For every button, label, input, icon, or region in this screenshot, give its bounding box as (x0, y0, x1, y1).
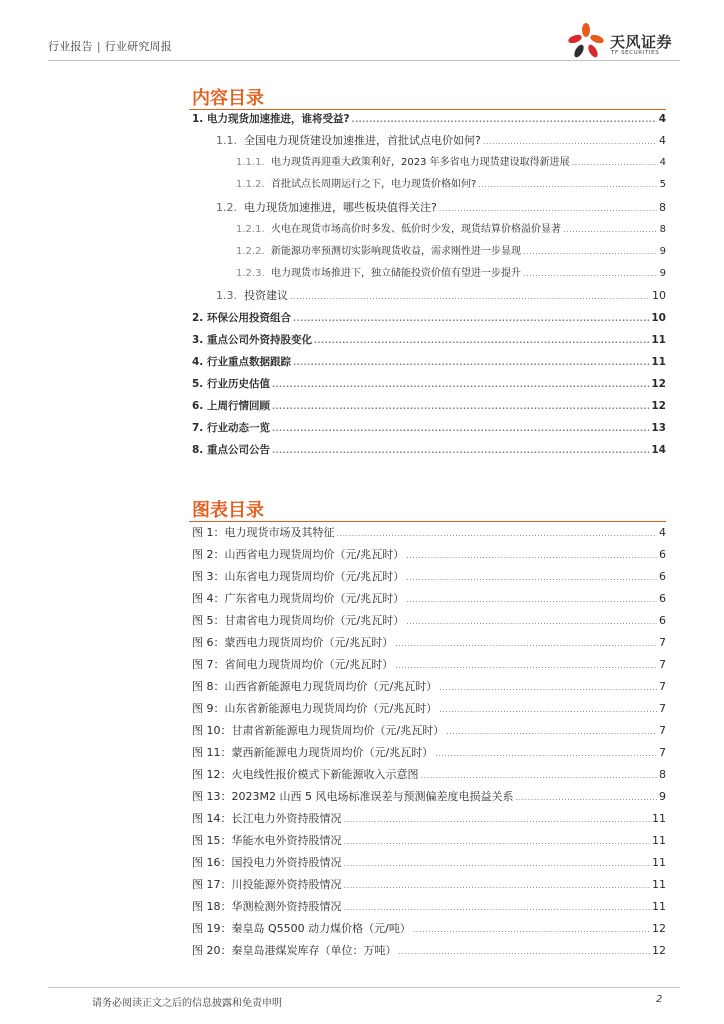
figure-item[interactable]: 图 12： 火电线性报价模式下新能源收入示意图 ..... 8 (192, 768, 666, 782)
figure-item[interactable]: 图 15： 华能水电外资持股情况 ..... 11 (192, 834, 666, 848)
toc-item-2[interactable]: 2. 环保公用投资组合 ..... 10 (192, 311, 666, 325)
contents-title: 内容目录 (192, 88, 264, 109)
toc-item-1-2-3[interactable]: 1.2.3. 电力现货市场推进下，独立储能投资价值有望进一步提升 ..... 9 (236, 267, 666, 281)
toc-item-1-2-1[interactable]: 1.2.1. 火电在现货市场高价时多发、低价时少发，现货结算价格溢价显著 ..... 8 (236, 223, 666, 237)
brand-name-en: TF SECURITIES (611, 50, 660, 56)
report-header (48, 38, 172, 54)
header-separator: | (96, 40, 101, 53)
figure-item[interactable]: 图 4： 广东省电力现货周均价（元/兆瓦时） ..... 6 (192, 592, 666, 606)
figures-title-rule (189, 521, 666, 522)
toc-item-8[interactable]: 8. 重点公司公告 ..... 14 (192, 443, 666, 457)
petal-logo-icon (566, 22, 608, 60)
figure-item[interactable]: 图 8： 山西省新能源电力现货周均价（元/兆瓦时） ..... 7 (192, 680, 666, 694)
contents-title-rule (189, 109, 666, 110)
toc-item-1-3[interactable]: 1.3. 投资建议 ..... 10 (216, 289, 666, 303)
toc-item-1-1-1[interactable]: 1.1.1. 电力现货再迎重大政策利好，2023 年多省电力现货建设取得新进展 ..... 4 (236, 156, 666, 170)
footer-divider (48, 987, 680, 988)
figure-item[interactable]: 图 11： 蒙西新能源电力现货周均价（元/兆瓦时） ..... 7 (192, 746, 666, 760)
toc-item-7[interactable]: 7. 行业动态一览 ..... 13 (192, 421, 666, 435)
brand-logo (566, 22, 680, 60)
toc-item-1-2[interactable]: 1.2. 电力现货加速推进，哪些板块值得关注? ..... 8 (216, 201, 666, 215)
figure-item[interactable]: 图 5： 甘肃省电力现货周均价（元/兆瓦时） ..... 6 (192, 614, 666, 628)
figure-item[interactable]: 图 17： 川投能源外资持股情况 ..... 11 (192, 878, 666, 892)
toc-item-1-2-2[interactable]: 1.2.2. 新能源功率预测切实影响现货收益，需求刚性进一步显现 ..... 9 (236, 245, 666, 259)
report-subcategory: 行业研究周报 (104, 40, 172, 53)
footer-disclaimer: 请务必阅读正文之后的信息披露和免责申明 (92, 998, 282, 1009)
toc-item-4[interactable]: 4. 行业重点数据跟踪 ..... 11 (192, 355, 666, 369)
toc-item-1-1[interactable]: 1.1. 全国电力现货建设加速推进，首批试点电价如何? ..... 4 (216, 134, 666, 148)
header-divider (48, 60, 680, 61)
report-category: 行业报告 (48, 40, 93, 53)
toc-item-6[interactable]: 6. 上周行情回顾 ..... 12 (192, 399, 666, 413)
figure-item[interactable]: 图 7： 省间电力现货周均价（元/兆瓦时） ..... 7 (192, 658, 666, 672)
figure-item[interactable]: 图 20： 秦皇岛港煤炭库存（单位：万吨） ..... 12 (192, 944, 666, 958)
figure-item[interactable]: 图 19： 秦皇岛 Q5500 动力煤价格（元/吨） ..... 12 (192, 922, 666, 936)
figure-item[interactable]: 图 9： 山东省新能源电力现货周均价（元/兆瓦时） ..... 7 (192, 702, 666, 716)
figure-item[interactable]: 图 10： 甘肃省新能源电力现货周均价（元/兆瓦时） ..... 7 (192, 724, 666, 738)
figure-item[interactable]: 图 13： 2023M2 山西 5 风电场标准误差与预测偏差度电损益关系 ..... 9 (192, 790, 666, 804)
figure-item[interactable]: 图 2： 山西省电力现货周均价（元/兆瓦时） ..... 6 (192, 548, 666, 562)
figure-item[interactable]: 图 6： 蒙西电力现货周均价（元/兆瓦时） ..... 7 (192, 636, 666, 650)
figure-item[interactable]: 图 1： 电力现货市场及其特征 ..... 4 (192, 526, 666, 540)
toc-item-5[interactable]: 5. 行业历史估值 ..... 12 (192, 377, 666, 391)
figure-item[interactable]: 图 18： 华测检测外资持股情况 ..... 11 (192, 900, 666, 914)
toc-item-1[interactable]: 1. 电力现货加速推进，谁将受益? ..... 4 (192, 112, 666, 126)
page-number: 2 (656, 994, 663, 1005)
figures-title: 图表目录 (192, 500, 264, 521)
toc-item-1-1-2[interactable]: 1.1.2. 首批试点长周期运行之下，电力现货价格如何? ..... 5 (236, 178, 666, 192)
figure-item[interactable]: 图 3： 山东省电力现货周均价（元/兆瓦时） ..... 6 (192, 570, 666, 584)
toc-item-3[interactable]: 3. 重点公司外资持股变化 ..... 11 (192, 333, 666, 347)
figure-item[interactable]: 图 14： 长江电力外资持股情况 ..... 11 (192, 812, 666, 826)
brand-name: 天风证券 (610, 33, 673, 51)
figure-item[interactable]: 图 16： 国投电力外资持股情况 ..... 11 (192, 856, 666, 870)
